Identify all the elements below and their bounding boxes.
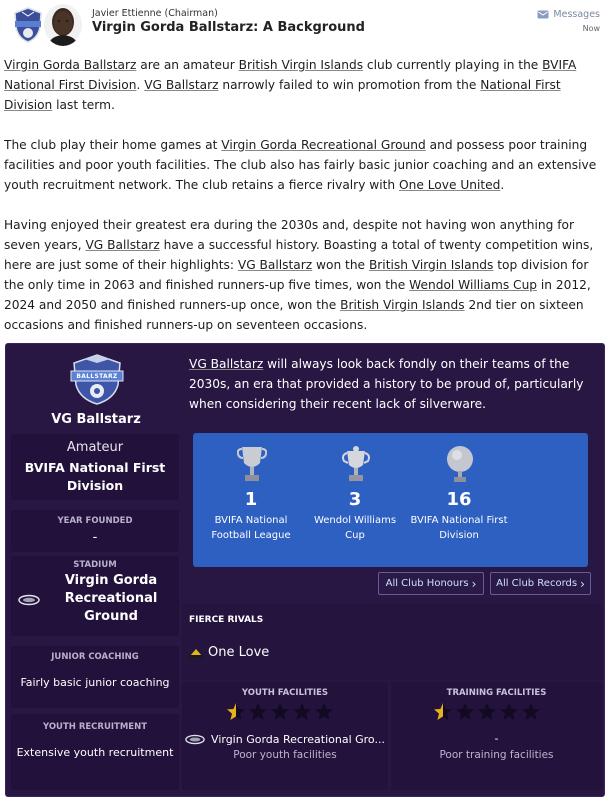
inline-link[interactable]: Virgin Gorda Recreational Ground [221,138,426,152]
shield-trophy-icon [445,445,475,485]
trophy-icon [237,445,267,485]
article-paragraph-3 [4,215,604,335]
inline-text: and possess poor training facilities and poor youth facilities. The club also has fairly basic junior coaching and an extensive youth recruitment network. The club retains a fierce rivalry with [4,138,597,192]
rival-club[interactable] [189,645,269,660]
training-facilities-ground: - [494,732,499,745]
star-icon [433,702,453,722]
inline-link[interactable]: Wendol Williams Cup [409,278,538,292]
all-club-records-label: All Club Records [496,578,578,589]
inline-link[interactable]: VG Ballstarz [85,238,160,252]
youth-recruitment-label: YOUTH RECRUITMENT [42,722,148,732]
honour-name: Wendol Williams Cup [313,515,397,541]
cup-icon [341,445,371,485]
fierce-rivals-box [182,604,602,680]
club-division[interactable]: BVIFA National First Division [24,460,166,493]
chairman-avatar[interactable] [44,4,82,46]
inline-text: club currently playing in the [363,58,543,72]
stadium-name[interactable]: Virgin Gorda Recreational Ground [64,573,158,624]
star-icon [521,702,541,722]
star-icon [248,702,268,722]
year-founded-label: YEAR FOUNDED [57,516,133,526]
training-facilities-desc: Poor training facilities [439,749,554,761]
youth-facilities-label: YOUTH FACILITIES [241,688,329,698]
star-icon [499,702,519,722]
messages-label[interactable]: Messages [553,9,600,20]
star-icon [226,702,246,722]
inline-text: will always look back fondly on their teams of the 2030s, an era that provided a history to be proud of, particularly when considering their recent lack of silverware. [189,357,584,411]
club-crest-icon[interactable] [13,7,43,43]
stadium-icon [18,594,40,606]
inline-text: have a successful history. Boasting a total of twenty competition wins, here are just some of their highlights: [4,238,594,272]
junior-coaching-label: JUNIOR COACHING [51,652,139,662]
junior-coaching-box [11,646,179,708]
message-title: Virgin Gorda Ballstarz: A Background [92,20,365,35]
club-status-box [11,434,179,500]
stadium-label: STADIUM [73,560,117,570]
inline-link[interactable]: Virgin Gorda Ballstarz [4,58,137,72]
honour-name: BVIFA National First Division [410,515,508,541]
inline-text: are an amateur [136,58,239,72]
honour-item[interactable] [201,433,301,567]
inline-text: won the [312,258,369,272]
junior-coaching-value: Fairly basic junior coaching [20,676,170,689]
rival-crest-icon [189,647,203,658]
inline-link[interactable]: British Virgin Islands [368,258,494,272]
training-facilities-box [391,682,602,790]
youth-facilities-ground-name[interactable]: Virgin Gorda Recreational Gro... [211,733,385,746]
inline-text: top division for the only time in 2063 and finished runners-up five times, won the [4,258,589,292]
sender-name[interactable]: Javier Ettienne (Chairman) [92,8,218,19]
honour-item[interactable] [409,433,509,567]
honours-box [193,433,588,567]
training-facilities-label: TRAINING FACILITIES [446,688,547,698]
inline-text: . [500,178,505,192]
message-header [0,0,608,48]
inline-link[interactable]: One Love United [399,178,501,192]
messages-icon [537,10,549,19]
inline-link[interactable]: VG Ballstarz [189,357,264,371]
inline-text: The club play their home games at [4,138,222,152]
youth-facilities-desc: Poor youth facilities [233,749,337,761]
honour-count: 16 [446,489,472,510]
honour-count: 3 [348,489,362,510]
inline-text: Having enjoyed their greatest era during the 2030s and, despite not having won anything for seven years, [4,218,575,252]
inline-link[interactable]: BVIFA National First Division [4,58,577,92]
honour-count: 1 [244,489,258,510]
star-icon [270,702,290,722]
message-time: Now [582,24,600,33]
inline-text: in 2012, 2024 and 2050 and finished runners-up once, won the [4,278,591,312]
inline-text: . [136,78,145,92]
star-icon [477,702,497,722]
inline-text: 2nd tier on sixteen occasions and finished runners-up on seventeen occasions. [4,298,584,332]
inline-link[interactable]: VG Ballstarz [237,258,313,272]
club-status: Amateur [66,440,124,455]
crest-text: BALLSTARZ [76,373,118,380]
youth-recruitment-box [11,714,179,790]
messages-link[interactable] [537,9,600,20]
training-facilities-rating [433,702,541,722]
article-paragraph-2 [4,135,604,195]
inline-link[interactable]: British Virgin Islands [238,58,364,72]
year-founded-box [11,510,179,552]
star-icon [292,702,312,722]
inline-text: last term. [52,98,115,112]
fierce-rivals-label: FIERCE RIVALS [189,615,264,625]
honour-item[interactable] [305,433,405,567]
inline-link[interactable]: VG Ballstarz [144,78,219,92]
year-founded-value: - [92,530,98,545]
youth-facilities-rating [226,702,334,722]
star-icon [314,702,334,722]
honour-name: BVIFA National Football League [211,515,291,541]
chevron-right-icon: › [580,576,585,591]
youth-facilities-ground[interactable] [182,732,388,746]
inline-link[interactable]: British Virgin Islands [340,298,465,312]
inline-link[interactable]: National First Division [4,78,561,112]
rival-name[interactable]: One Love [208,645,270,660]
stadium-icon [185,734,205,745]
article-paragraph-1 [4,55,604,115]
youth-facilities-box [182,682,388,790]
all-club-records-button[interactable] [490,572,591,595]
all-club-honours-label: All Club Honours [385,578,469,589]
stadium-box [11,556,179,636]
chevron-right-icon: › [471,576,477,591]
era-blurb [189,354,589,414]
star-icon [455,702,475,722]
club-name[interactable]: VG Ballstarz [51,412,141,427]
youth-recruitment-value: Extensive youth recruitment [16,746,174,759]
inline-text: narrowly failed to win promotion from the [218,78,481,92]
all-club-honours-button[interactable] [378,572,484,595]
